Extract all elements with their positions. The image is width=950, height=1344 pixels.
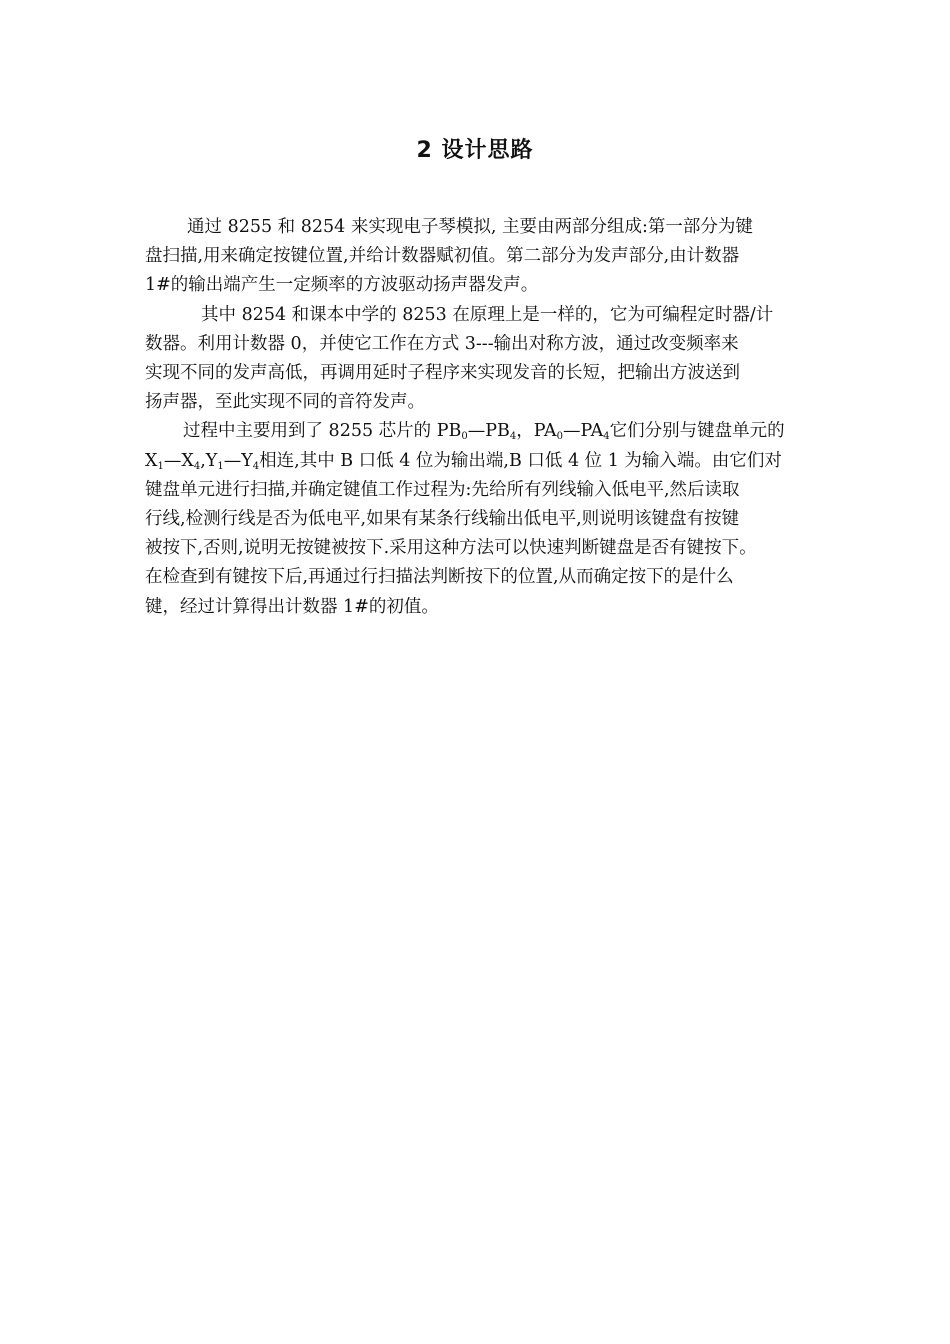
paragraph-3-line-2 [145, 447, 809, 476]
p3-l2-text-d: —Y [223, 450, 253, 471]
paragraph-2-line-2: 数器。利用计数器 0，并使它工作在方式 3---输出对称方波，通过改变频率来 [145, 333, 739, 354]
p3-l2-sub-4: 4 [252, 460, 260, 472]
section-body [145, 213, 809, 622]
paragraph-3-line-7: 键，经过计算得出计数器 1#的初值。 [145, 596, 439, 617]
p3-l2-text-b: —X [163, 450, 194, 471]
p3-l1-text-b: —PB [467, 421, 510, 442]
p3-l2-sub-2: 4 [193, 460, 201, 472]
p3-l2-sub-1: 1 [157, 460, 164, 472]
paragraph-1-line-1: 通过 8255 和 8254 来实现电子琴模拟, 主要由两部分组成:第一部分为键 [187, 217, 753, 237]
paragraph-3-line-1 [145, 417, 809, 446]
p3-l1-sub-4: 4 [603, 431, 610, 443]
p3-l1-text-e: 它们分别与键盘单元的 [609, 421, 785, 442]
paragraph-3-line-4: 行线,检测行线是否为低电平,如果有某条行线输出低电平,则说明该键盘有按键 [145, 509, 740, 530]
paragraph-3-line-5: 被按下,否则,说明无按键被按下.采用这种方法可以快速判断键盘是否有键按下。 [145, 538, 757, 559]
p3-l1-text-a: 过程中主要用到了 8255 芯片的 PB [183, 421, 462, 442]
p3-l1-sub-2: 4 [509, 431, 517, 443]
paragraph-1-line-2: 盘扫描,用来确定按键位置,并给计数器赋初值。第二部分为发声部分,由计数器 [145, 246, 740, 267]
p3-l2-text-a: X [145, 450, 158, 471]
section-title: 2 设计思路 [416, 138, 534, 163]
p3-l2-text-c: ,Y [200, 450, 218, 471]
paragraph-2 [145, 301, 809, 418]
paragraph-2-line-1: 其中 8254 和课本中学的 8253 在原理上是一样的，它为可编程定时器/计 [201, 304, 774, 325]
p3-l2-text-e: 相连,其中 B 口低 4 位为输出端,B 口低 4 位 1 为输入端。由它们对 [259, 450, 782, 471]
p3-l1-text-d: —PA [562, 421, 604, 442]
paragraph-2-line-4: 扬声器，至此实现不同的音符发声。 [145, 392, 425, 413]
paragraph-1-line-3: 1#的输出端产生一定频率的方波驱动扬声器发声。 [145, 275, 539, 296]
paragraph-3-line-6: 在检查到有键按下后,再通过行扫描法判断按下的位置,从而确定按下的是什么 [145, 567, 734, 588]
paragraph-3 [145, 417, 809, 621]
p3-l1-text-c: ，PA [516, 421, 557, 442]
paragraph-3-line-3: 键盘单元进行扫描,并确定键值工作过程为:先给所有列线输入低电平,然后读取 [145, 479, 740, 500]
p3-l1-sub-3: 0 [556, 431, 563, 443]
p3-l2-sub-3: 1 [217, 460, 224, 472]
paragraph-2-line-3: 实现不同的发声高低，再调用延时子程序来实现发音的长短，把输出方波送到 [145, 363, 740, 384]
p3-l1-sub-1: 0 [461, 431, 468, 443]
paragraph-1 [145, 213, 809, 301]
